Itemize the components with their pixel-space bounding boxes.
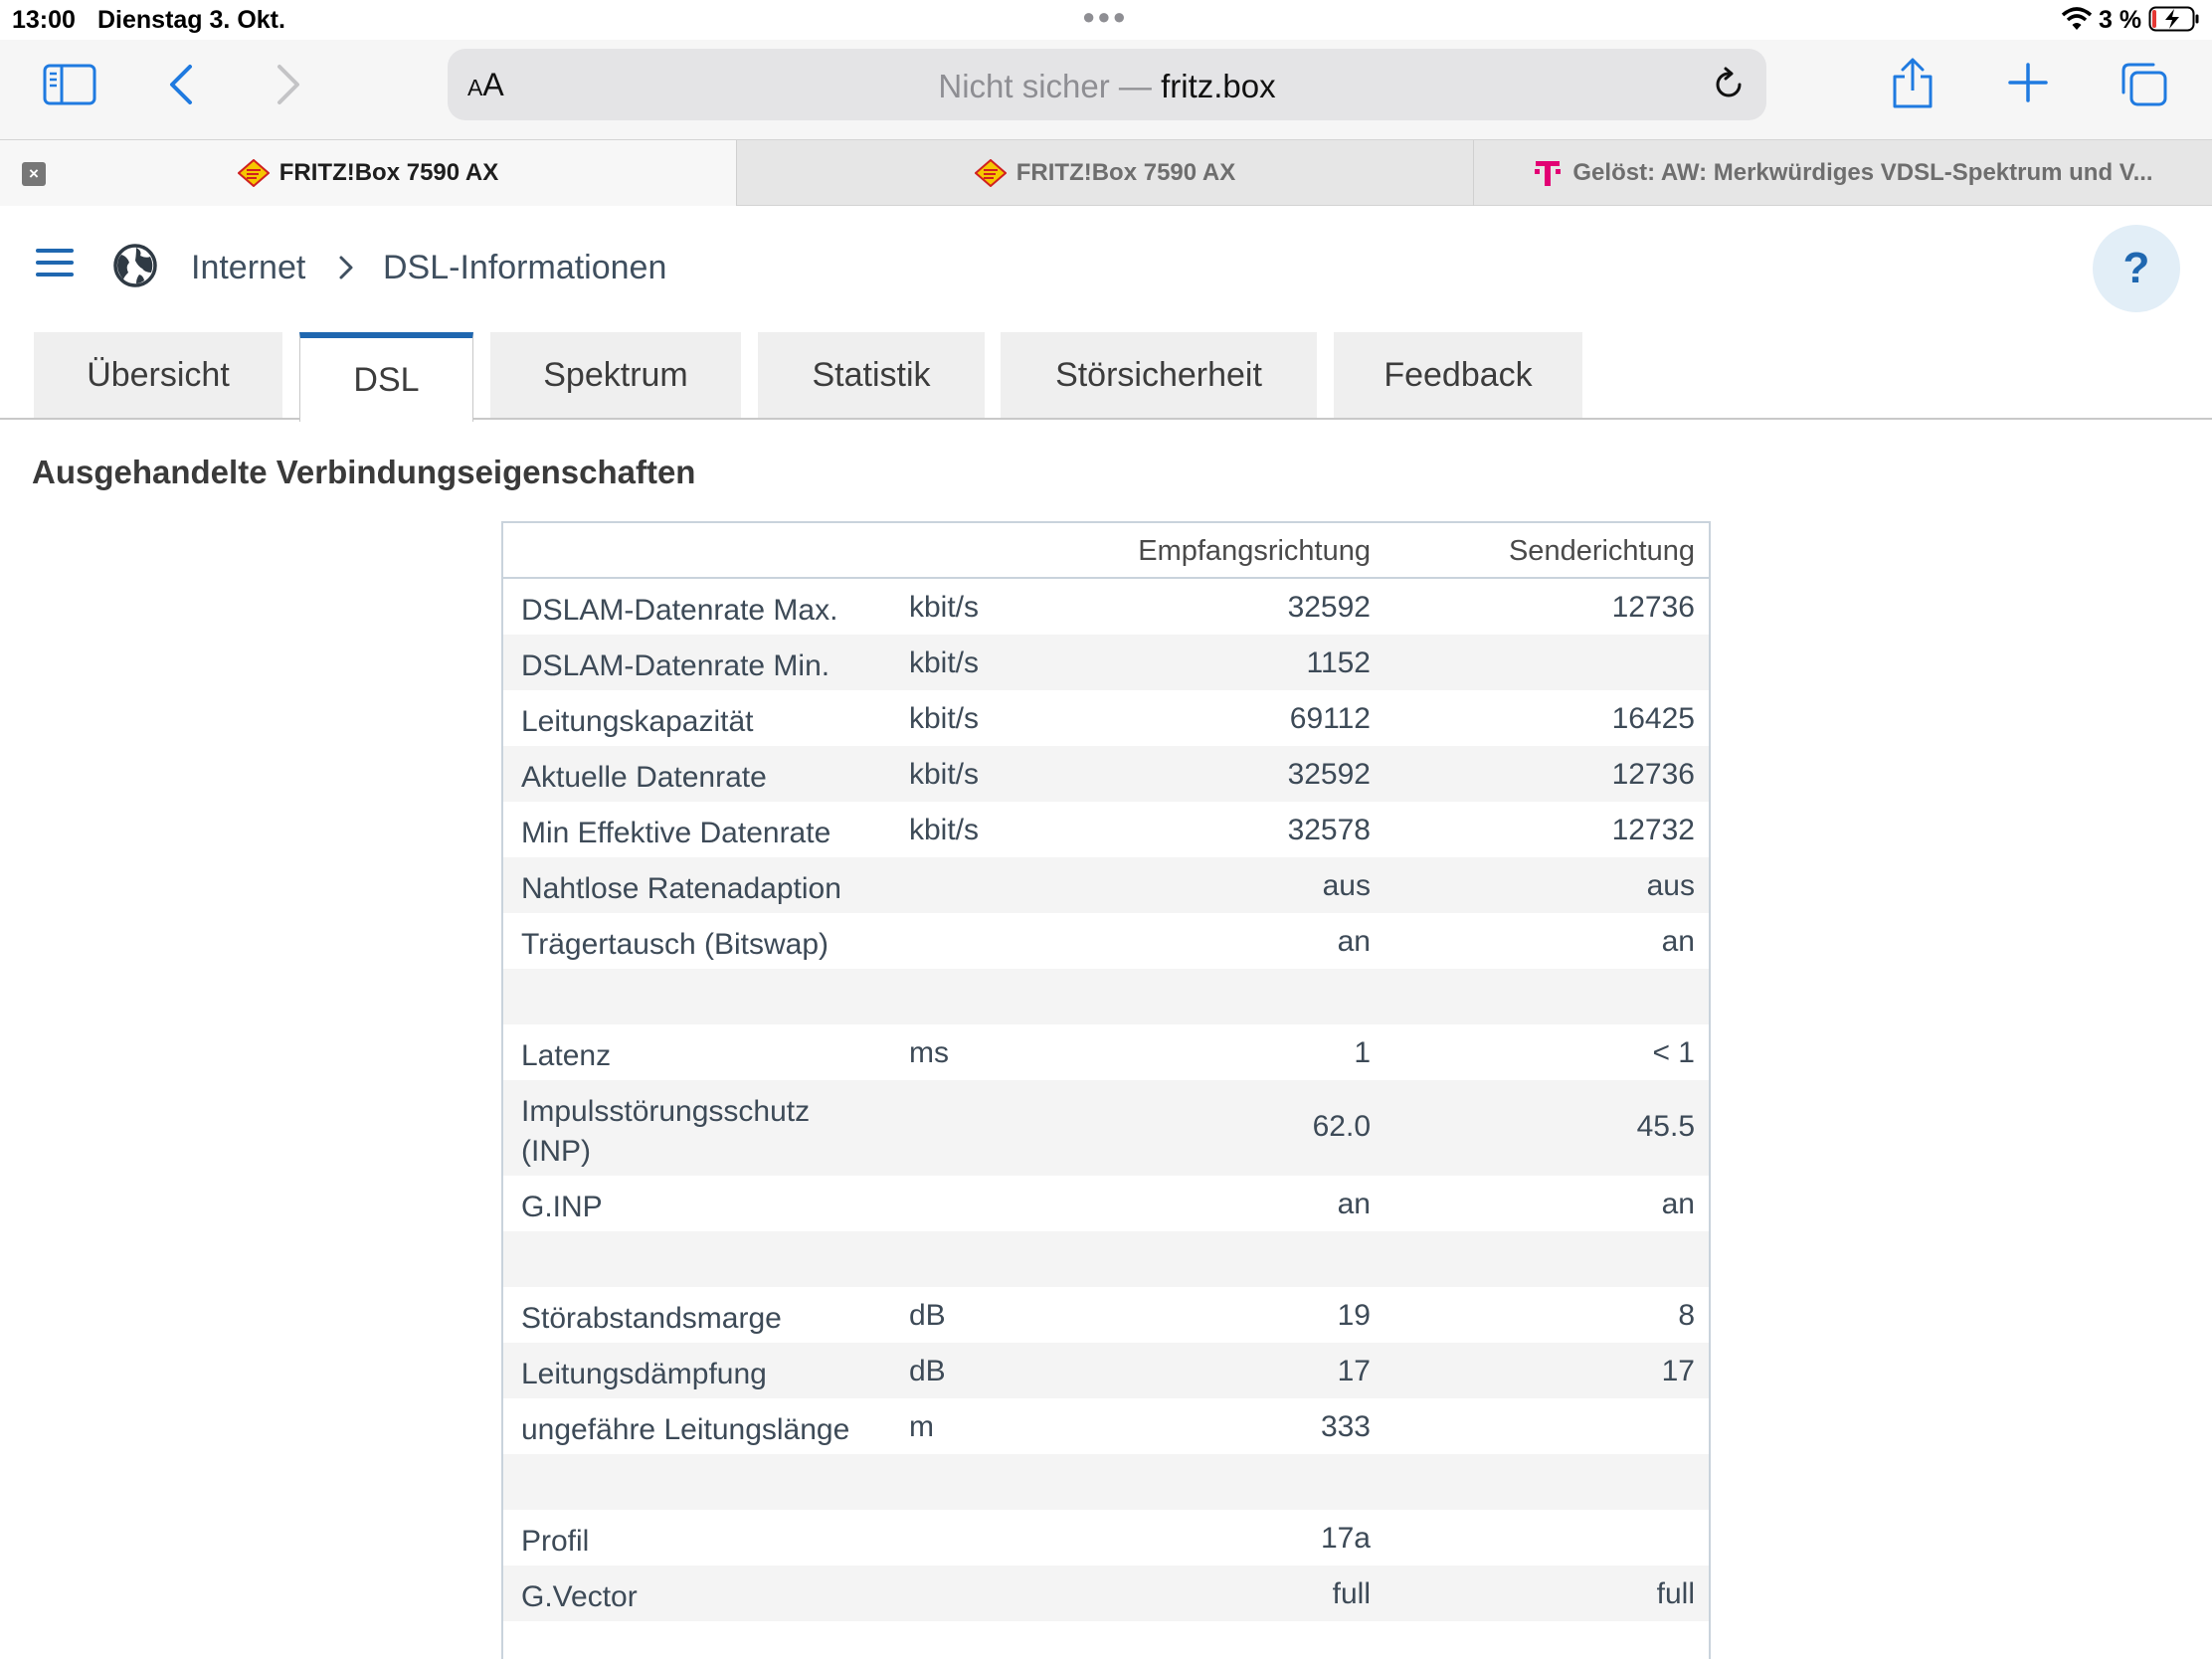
table-row <box>503 1398 1709 1454</box>
status-date: Dienstag 3. Okt. <box>97 6 285 34</box>
tab-uebersicht[interactable]: Übersicht <box>34 332 282 418</box>
row-value-upstream: 12732 <box>1611 814 1695 846</box>
row-unit: dB <box>909 1355 946 1387</box>
browser-tab-2[interactable] <box>737 140 1474 206</box>
tab-feedback[interactable]: Feedback <box>1334 332 1582 418</box>
tab-stoersicherheit[interactable]: Störsicherheit <box>1001 332 1317 418</box>
tab-dsl[interactable]: DSL <box>299 332 473 422</box>
battery-charging-icon <box>2148 6 2200 32</box>
row-value-upstream: an <box>1661 925 1695 958</box>
row-label: DSLAM-Datenrate Max. <box>521 594 838 627</box>
row-label: Impulsstörungsschutz (INP) <box>521 1095 811 1168</box>
row-value-downstream: 32592 <box>1287 758 1371 791</box>
table-row <box>503 690 1709 746</box>
row-value-downstream: 1152 <box>1306 646 1371 679</box>
fritz-favicon-icon <box>238 159 270 187</box>
row-label: Störabstandsmarge <box>521 1302 782 1335</box>
table-row <box>503 969 1709 1024</box>
share-icon <box>1891 57 1935 110</box>
row-label: Leitungsdämpfung <box>521 1358 767 1390</box>
row-label: Latenz <box>521 1039 612 1072</box>
table-row <box>503 1024 1709 1080</box>
row-value-upstream: aus <box>1646 869 1695 902</box>
column-header-downstream: Empfangsrichtung <box>1138 535 1371 567</box>
row-label: Nahtlose Ratenadaption <box>521 872 841 905</box>
url-security-prefix: Nicht sicher — <box>938 68 1162 104</box>
row-value-upstream: 8 <box>1678 1299 1695 1332</box>
plus-icon <box>2007 62 2049 103</box>
table-body <box>503 579 1709 1621</box>
browser-tab-3[interactable] <box>1474 140 2212 206</box>
row-label: G.Vector <box>521 1580 638 1613</box>
browser-tab-1[interactable] <box>0 140 737 206</box>
reload-icon[interactable] <box>1709 65 1749 104</box>
row-value-downstream: full <box>1332 1577 1371 1610</box>
row-value-downstream: 17 <box>1337 1355 1371 1387</box>
row-unit: kbit/s <box>909 702 980 735</box>
browser-toolbar <box>0 40 2212 139</box>
row-unit: kbit/s <box>909 814 980 846</box>
row-value-downstream: 69112 <box>1289 702 1371 735</box>
section-title: Ausgehandelte Verbindungseigenschaften <box>32 454 696 490</box>
row-value-downstream: an <box>1337 925 1371 958</box>
new-tab-button[interactable] <box>2003 58 2053 107</box>
status-bar <box>0 0 2212 40</box>
sidebar-icon <box>43 64 96 105</box>
row-value-downstream: 1 <box>1354 1036 1371 1069</box>
table-row <box>503 1176 1709 1231</box>
table-row <box>503 913 1709 969</box>
row-value-upstream: 45.5 <box>1636 1110 1695 1143</box>
breadcrumb-internet[interactable]: Internet <box>191 249 306 286</box>
row-value-downstream: 62.0 <box>1312 1110 1371 1143</box>
row-label: ungefähre Leitungslänge <box>521 1413 850 1446</box>
chevron-right-icon <box>336 255 356 280</box>
url-host: fritz.box <box>1161 68 1276 104</box>
table-row <box>503 579 1709 635</box>
battery-percentage: 3 % <box>2099 6 2142 34</box>
row-unit: ms <box>909 1036 949 1069</box>
address-bar[interactable] <box>448 49 1766 120</box>
row-unit: dB <box>909 1299 946 1332</box>
row-unit: kbit/s <box>909 591 980 624</box>
browser-tab-strip <box>0 139 2212 206</box>
row-value-upstream: 16425 <box>1611 702 1695 735</box>
breadcrumb-dsl-informationen: DSL-Informationen <box>383 249 667 286</box>
status-time: 13:00 <box>12 6 76 34</box>
table-row <box>503 1454 1709 1510</box>
table-row <box>503 1566 1709 1621</box>
sidebar-toggle-button[interactable] <box>40 60 99 109</box>
row-label: G.INP <box>521 1191 603 1223</box>
row-value-downstream: 19 <box>1337 1299 1371 1332</box>
table-row <box>503 1231 1709 1287</box>
dsl-properties-table <box>501 521 1711 1659</box>
share-button[interactable] <box>1888 54 1937 113</box>
table-row <box>503 635 1709 690</box>
row-label: DSLAM-Datenrate Min. <box>521 649 830 682</box>
table-row <box>503 1510 1709 1566</box>
table-row <box>503 1287 1709 1343</box>
row-unit: kbit/s <box>909 758 980 791</box>
close-tab-icon[interactable]: × <box>22 162 46 186</box>
tab-statistik[interactable]: Statistik <box>758 332 985 418</box>
row-value-downstream: 17a <box>1320 1522 1371 1555</box>
menu-icon[interactable] <box>36 247 74 278</box>
tabs-overview-icon <box>2120 61 2169 108</box>
table-row <box>503 802 1709 857</box>
row-value-downstream: 32592 <box>1287 591 1371 624</box>
browser-tab-title: Gelöst: AW: Merkwürdiges VDSL-Spektrum und V... <box>1572 159 2153 186</box>
row-unit: kbit/s <box>909 646 980 679</box>
tab-overview-button[interactable] <box>2117 58 2172 111</box>
row-value-upstream: 17 <box>1661 1355 1695 1387</box>
fritz-favicon-icon <box>975 159 1007 187</box>
help-button[interactable]: ? <box>2093 225 2180 312</box>
row-value-upstream: full <box>1656 1577 1695 1610</box>
row-label: Aktuelle Datenrate <box>521 761 767 794</box>
row-label: Leitungskapazität <box>521 705 754 738</box>
browser-tab-title: FRITZ!Box 7590 AX <box>278 159 499 186</box>
row-value-upstream: 12736 <box>1611 591 1695 624</box>
row-value-downstream: 32578 <box>1287 814 1371 846</box>
table-row <box>503 857 1709 913</box>
tab-spektrum[interactable]: Spektrum <box>490 332 741 418</box>
row-label: Min Effektive Datenrate <box>521 817 831 849</box>
row-value-upstream: an <box>1661 1188 1695 1220</box>
back-button[interactable] <box>159 60 203 109</box>
chevron-left-icon <box>168 63 194 106</box>
globe-icon <box>112 243 158 288</box>
row-value-downstream: 333 <box>1320 1410 1371 1443</box>
row-label: Profil <box>521 1525 590 1558</box>
row-value-upstream: 12736 <box>1611 758 1695 791</box>
row-value-downstream: aus <box>1322 869 1371 902</box>
row-label: Trägertausch (Bitswap) <box>521 928 829 961</box>
row-value-downstream: an <box>1337 1188 1371 1220</box>
table-row <box>503 746 1709 802</box>
table-header-row <box>503 523 1709 579</box>
row-value-upstream: < 1 <box>1652 1036 1695 1069</box>
wifi-icon <box>2061 6 2093 32</box>
table-row <box>503 1080 1709 1176</box>
chevron-right-icon <box>276 63 301 106</box>
forward-button[interactable] <box>267 60 310 109</box>
column-header-upstream: Senderichtung <box>1508 535 1695 567</box>
table-row <box>503 1343 1709 1398</box>
browser-tab-title: FRITZ!Box 7590 AX <box>1015 159 1236 186</box>
multitasking-dots-icon[interactable]: ●●● <box>1082 4 1128 29</box>
telekom-favicon-icon <box>1533 158 1563 188</box>
page-tab-bar <box>0 332 2212 420</box>
reader-options-button[interactable]: AA <box>467 67 504 102</box>
url-display[interactable] <box>448 68 1766 105</box>
row-unit: m <box>909 1410 934 1443</box>
